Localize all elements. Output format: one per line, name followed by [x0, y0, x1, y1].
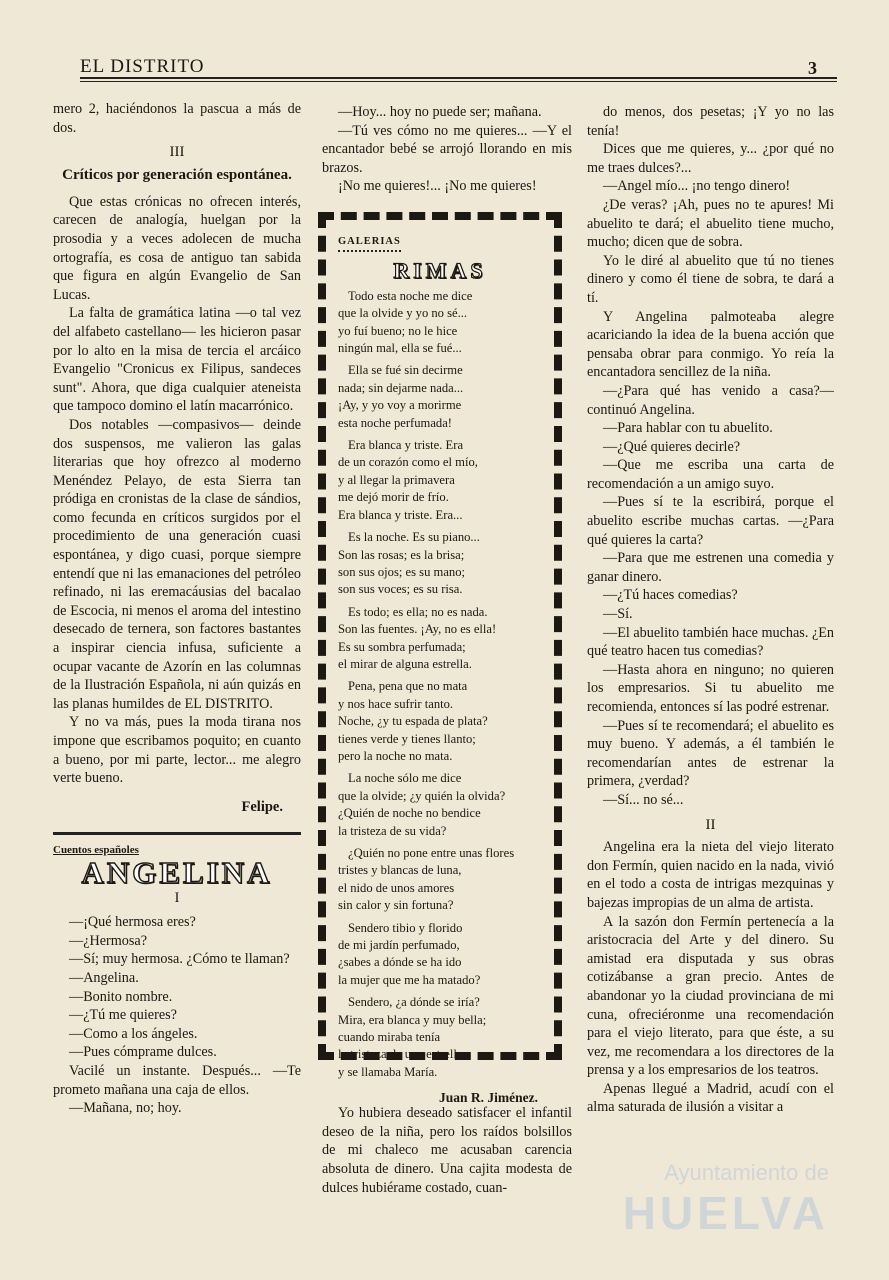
dialog-line: —Mañana, no; hoy.: [69, 1100, 182, 1117]
poem-stanza: [338, 920, 542, 990]
poem-line: Son las fuentes. ¡Ay, no es ella!: [338, 622, 497, 637]
story-title: ANGELINA: [81, 854, 273, 890]
newspaper-title: EL DISTRITO: [80, 56, 205, 77]
dialog-line: —Bonito nombre.: [69, 988, 173, 1005]
poem-stanzas: [338, 288, 542, 1081]
poem-line: me dejó morir de frío.: [338, 490, 449, 505]
poem-stanza: [338, 994, 542, 1081]
dialog-line: —Pues cómprame dulces.: [69, 1044, 217, 1061]
poem-stanza: [338, 678, 542, 765]
paragraph: Apenas llegué a Madrid, acudí con el alma saturada de ilusión a visitar a: [587, 1080, 834, 1116]
watermark-line-2: HUELVA: [622, 1187, 829, 1239]
gallery-label: GALERIAS: [338, 233, 401, 252]
poem-stanza: [338, 770, 542, 840]
archive-watermark: [623, 1160, 829, 1240]
poem-line: la tristeza de una estrella,: [338, 1047, 466, 1062]
story-section-number: II: [705, 816, 716, 833]
poem-line: que la olvide; ¿y quién la olvida?: [338, 788, 506, 803]
poem-line: nada; sin dejarme nada...: [338, 380, 464, 395]
dialog-block: [53, 913, 301, 1062]
dialog-line: —Sí; muy hermosa. ¿Cómo te llaman?: [69, 951, 290, 968]
paragraph: Vacilé un instante. Después... —Te prometo mañana una caja de ellos.: [53, 1062, 301, 1098]
poem-stanza: [338, 437, 542, 524]
column-3-paragraphs: [587, 103, 834, 810]
paragraph: —Angel mío... ¡no tengo dinero!: [603, 178, 791, 195]
paragraph: do menos, dos pesetas; ¡Y yo no las tenía!: [587, 104, 834, 139]
dialog-line: —¿Tú me quieres?: [69, 1007, 177, 1024]
paragraph: La falta de gramática latina —o tal vez del alfabeto castellano— les hicieron pasar por lo alto en la misa de tercia el arcáico Evangelio "Cronicus ex Filipus, sandeces sunt". Ahora, que diga cualquier ateneista que tampoco domino el latín macarrónico.: [53, 305, 301, 415]
paragraph: —Para hablar con tu abuelito.: [603, 420, 773, 437]
poem-line: Noche, ¿y tu espada de plata?: [338, 714, 488, 729]
poem-line: Era blanca y triste. Era...: [338, 507, 463, 522]
dialog-line: —¡Qué hermosa eres?: [69, 914, 196, 931]
paragraph: Que estas crónicas no ofrecen interés, carecen de analogía, huelgan por la prosodia y a veces adolecen de mucha ortografía, es cosa de antiguo tan sabida que figura en algún Evangelio de San Lucas.: [53, 193, 301, 303]
poem-stanza: [338, 288, 542, 358]
poem-line: cuando miraba tenía: [338, 1030, 441, 1045]
paragraph: Yo le diré al abuelito que tú no tienes dinero y como él tiene de sobra, te dará a tí.: [587, 252, 834, 306]
poem-line: y se llamaba María.: [338, 1064, 438, 1079]
paragraph: —El abuelito también hace muchas. ¿En qué teatro hacen tus comedias?: [587, 624, 834, 660]
story-section-number: I: [174, 889, 180, 906]
poet-signature: Juan R. Jiménez.: [439, 1090, 538, 1106]
header-rule: [80, 77, 837, 79]
section-number: III: [169, 144, 185, 161]
dialog-line: —Hoy... hoy no puede ser; mañana.: [338, 104, 542, 120]
poem-line: ningún mal, ella se fué...: [338, 341, 462, 356]
story-label: Cuentos españoles: [53, 844, 139, 857]
paragraph: —Pues sí te recomendará; el abuelito es muy bueno. Y además, a él también le recomendarían antes de estrenar la primera, ¿verdad?: [587, 717, 834, 790]
poem-line: y nos hace sufrir tanto.: [338, 696, 454, 711]
poem-line: esta noche perfumada!: [338, 415, 452, 430]
dialog-line: —Como a los ángeles.: [69, 1025, 198, 1042]
paragraph: —Pues sí te la escribirá, porque el abuelito escribe muchas cartas. —¿Para qué quieres la carta?: [587, 494, 834, 548]
poem-line: el mirar de alguna estrella.: [338, 656, 472, 671]
section-title: Críticos por generación espontánea.: [62, 166, 292, 183]
poem-line: tristes y blancas de luna,: [338, 863, 462, 878]
poem-stanza: [338, 362, 542, 432]
dialog-line: ¡No me quieres!... ¡No me quieres!: [338, 178, 537, 195]
poem-line: Ella se fué sin decirme: [348, 363, 463, 378]
poem-line: que la olvide y yo no sé...: [338, 306, 468, 321]
dialog-line: —Angelina.: [69, 969, 139, 986]
poem-stanza: [338, 529, 542, 599]
paragraph: Dos notables —compasivos— deinde dos suspensos, me valieron las galas literarias que hoy ofrezco al moderno Menéndez Pelayo, de esta Sierra tan pródiga en cronistas de la clase de sándios, como fecunda en críticos surgidos por el procedimiento de una generación cuasi espontánea, y digo cuasi, porque siempre entendí que ni las emanaciones del petróleo refinado, ni las eremacáusias del bacalao de Escocia, ni menos el aroma del intestino desecado de ternera, son factores bastantes a inspirar ciencia infusa, suficiente a ocupar vacante de Azorín en las columnas de la Ilustración Española, ni aún quizás en las planas humildes de EL DISTRITO.: [53, 416, 301, 712]
paragraph: —¿Tú haces comedias?: [603, 587, 738, 604]
poem-line: yo fuí bueno; no le hice: [338, 323, 458, 338]
paragraph: —¿Para qué has venido a casa?— continuó Angelina.: [587, 382, 834, 418]
poem-line: ¿Quién no pone entre unas flores: [348, 846, 515, 860]
poem-line: Sendero, ¿a dónde se iría?: [348, 995, 480, 1010]
page-number: 3: [808, 58, 817, 78]
paragraph: Y Angelina palmoteaba alegre acariciando la idea de la buena acción que pensaba obrar para conmigo. Yo reía la encantadora sencillez de la niña.: [587, 308, 834, 381]
paragraph: Angelina era la nieta del viejo literato don Fermín, quien nacido en la nada, vivió en el todo a costa de intrigas mezquinas y bajezas impropias de un alma de artista.: [587, 839, 834, 911]
poem-line: Era blanca y triste. Era: [348, 438, 464, 453]
dialog-line: —¿Hermosa?: [69, 932, 147, 949]
column-3-paragraphs-2: [587, 838, 834, 1117]
poem-line: ¿sabes a dónde se ha ido: [338, 955, 462, 970]
column-1: [53, 100, 301, 1118]
header-rule-thin: [80, 81, 837, 82]
paragraph: A la sazón don Fermín pertenecía a la aristocracia del Arte y del dinero. Su amistad era disputada y sus obras cotizábanse a gran precio. Antes de abandonar yo la ciudad provinciana de mi cuna, ofreciéronme una recomendación para el viejo literato, para que éste, a su vez, me recomendara a los directores de la prensa y a los empresarios de los teatros.: [587, 913, 834, 1079]
poem-line: Es la noche. Es su piano...: [348, 530, 480, 545]
opening-text: mero 2, haciéndonos la pascua a más de dos.: [53, 101, 301, 136]
poem-stanza: [338, 845, 542, 915]
column-2-continuation: [322, 1090, 572, 1211]
paragraph: —Sí... no sé...: [603, 791, 684, 808]
poem-line: el nido de unos amores: [338, 880, 455, 895]
poem-line: Son las rosas; es la brisa;: [338, 547, 465, 562]
poem-line: La noche sólo me dice: [348, 771, 462, 786]
dialog-line: —Tú ves cómo no me quieres... —Y el encantador bebé se arrojó llorando en mis brazos.: [322, 122, 572, 176]
poem-line: sin calor y sin fortuna?: [338, 898, 454, 913]
poem-line: de un corazón como el mío,: [338, 455, 478, 470]
poem-box: [318, 212, 562, 1106]
poem-stanza: [338, 604, 542, 674]
paragraph: —Para que me estrenen una comedia y ganar dinero.: [587, 550, 834, 585]
poem-title: RIMAS: [393, 258, 487, 284]
section-divider: [53, 832, 301, 835]
paragraph: Y no va más, pues la moda tirana nos impone que escribamos poquito; en cuanto a bueno, por mi parte, lector... me alegro verte bueno.: [53, 714, 301, 787]
poem-line: Todo esta noche me dice: [348, 288, 473, 303]
column-3: [587, 103, 834, 1117]
poem-line: ¡Ay, y yo voy a morirme: [338, 398, 462, 413]
poem-line: y al llegar la primavera: [338, 472, 455, 487]
poem-line: son sus ojos; es su mano;: [338, 564, 465, 579]
poem-line: Sendero tibio y florido: [348, 920, 463, 935]
poem-line: Es su sombra perfumada;: [338, 639, 466, 654]
poem-line: Es todo; es ella; no es nada.: [348, 604, 488, 619]
poem-line: pero la noche no mata.: [338, 748, 453, 763]
paragraph: —Que me escriba una carta de recomendación a un amigo suyo.: [587, 457, 834, 492]
poem-line: ¿Quién de noche no bendice: [338, 806, 481, 821]
page-header: [80, 56, 837, 82]
author-signature: Felipe.: [241, 798, 283, 815]
poem-line: tienes verde y tienes llanto;: [338, 731, 476, 746]
poem-line: la tristeza de su vida?: [338, 823, 447, 838]
paragraph: —Hasta ahora en ninguno; no quieren los empresarios. Si tu abuelito me recomienda, entonces sí las podré estrenar.: [587, 661, 834, 715]
poem-line: la mujer que me ha matado?: [338, 972, 481, 987]
watermark-line-1: Ayuntamiento de: [664, 1160, 829, 1185]
poem-line: Mira, era blanca y muy bella;: [338, 1012, 487, 1027]
poem-line: son sus voces; es su risa.: [338, 582, 463, 597]
paragraph: Dices que me quieres, y... ¿por qué no me traes dulces?...: [587, 141, 834, 176]
paragraph: —Sí.: [603, 606, 633, 623]
paragraph: Yo hubiera deseado satisfacer el infantil deseo de la niña, pero los raídos bolsillos de mi chaleco me acusaban carencia absoluta de dinero. Una cajita modesta de dulces hubiérame costado, cuan-: [322, 1105, 572, 1196]
poem-line: Pena, pena que no mata: [348, 679, 468, 694]
paragraph: ¿De veras? ¡Ah, pues no te apures! Mi abuelito te dará; el abuelito tiene mucho, mucho; dicen que de sobra.: [587, 196, 834, 251]
paragraph: —¿Qué quieres decirle?: [603, 438, 741, 455]
column-2: [322, 103, 572, 196]
poem-line: de mi jardín perfumado,: [338, 938, 460, 953]
